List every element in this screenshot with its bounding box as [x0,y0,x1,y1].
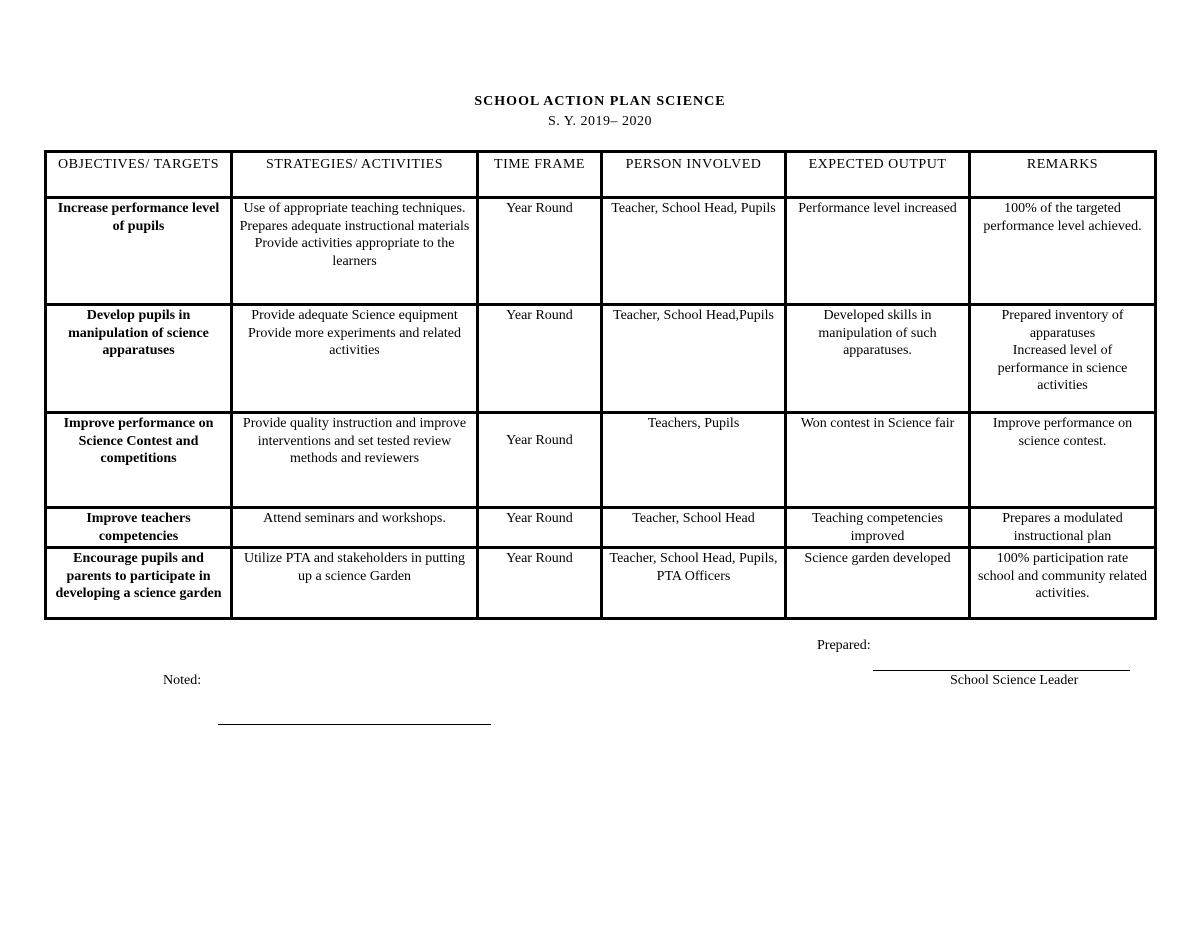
expected-output-cell: Performance level increased [786,198,970,305]
action-plan-table [44,150,1157,620]
time-frame-cell: Year Round [478,508,602,548]
person-involved-cell: Teachers, Pupils [602,413,786,508]
header-strategies: STRATEGIES/ ACTIVITIES [232,152,478,198]
person-involved-cell: Teacher, School Head,Pupils [602,305,786,413]
strategy-line: Provide quality instruction and improve interventions and set tested review methods and reviewers [242,416,467,466]
noted-signature-line [218,724,491,725]
remarks-cell [970,305,1156,413]
remark-line: Prepared inventory of apparatuses [1001,308,1124,341]
strategy-line: Use of appropriate teaching techniques. [243,201,466,216]
table-row [46,305,1156,413]
objective-cell: Increase performance level of pupils [46,198,232,305]
header-time-frame: TIME FRAME [478,152,602,198]
strategies-cell [232,413,478,508]
objective-cell: Encourage pupils and parents to participate in developing a science garden [46,548,232,619]
header-remarks: REMARKS [970,152,1156,198]
expected-output-cell: Science garden developed [786,548,970,619]
header-objectives: OBJECTIVES/ TARGETS [46,152,232,198]
time-frame-cell: Year Round [478,548,602,619]
strategy-line: Utilize PTA and stakeholders in putting up a science Garden [244,551,465,584]
time-frame-cell: Year Round [478,413,602,508]
time-frame-cell: Year Round [478,198,602,305]
strategy-line: Prepares adequate instructional materials [239,218,470,234]
remark-line: 100% participation rate school and community related activities. [977,551,1148,601]
remark-line: Prepares a modulated instructional plan [1002,511,1123,544]
remarks-cell [970,413,1156,508]
expected-output-cell: Teaching competencies improved [786,508,970,548]
prepared-signature-line [873,670,1130,671]
remarks-cell [970,198,1156,305]
prepared-role: School Science Leader [950,673,1079,688]
strategies-cell [232,548,478,619]
strategies-cell [232,508,478,548]
header-person-involved: PERSON INVOLVED [602,152,786,198]
document-title: SCHOOL ACTION PLAN SCIENCE [474,94,726,109]
remark-line: Increased level of performance in science activities [997,343,1128,393]
expected-output-cell: Developed skills in manipulation of such apparatuses. [786,305,970,413]
table-row [46,198,1156,305]
header-expected-output: EXPECTED OUTPUT [786,152,970,198]
expected-output-cell: Won contest in Science fair [786,413,970,508]
remark-line: Improve performance on science contest. [992,416,1133,449]
table-row [46,413,1156,508]
strategy-line: Provide more experiments and related activities [247,325,462,358]
time-frame-cell: Year Round [478,305,602,413]
table-row [46,508,1156,548]
person-involved-cell: Teacher, School Head, Pupils [602,198,786,305]
objective-cell: Improve teachers competencies [46,508,232,548]
remark-line: 100% of the targeted performance level achieved. [983,201,1142,234]
person-involved-cell: Teacher, School Head, Pupils, PTA Officers [602,548,786,619]
strategies-cell [232,305,478,413]
objective-cell: Develop pupils in manipulation of science apparatuses [46,305,232,413]
person-involved-cell: Teacher, School Head [602,508,786,548]
strategies-cell [232,198,478,305]
table-header-row [46,152,1156,198]
noted-label: Noted: [163,673,202,688]
remarks-cell [970,548,1156,619]
table-row [46,548,1156,619]
strategy-line: Provide activities appropriate to the learners [254,236,455,269]
school-year: S. Y. 2019– 2020 [547,114,653,129]
strategy-line: Provide adequate Science equipment [251,308,458,323]
objective-cell: Improve performance on Science Contest and competitions [46,413,232,508]
remarks-cell [970,508,1156,548]
strategy-line: Attend seminars and workshops. [263,511,446,526]
prepared-label: Prepared: [817,638,871,653]
